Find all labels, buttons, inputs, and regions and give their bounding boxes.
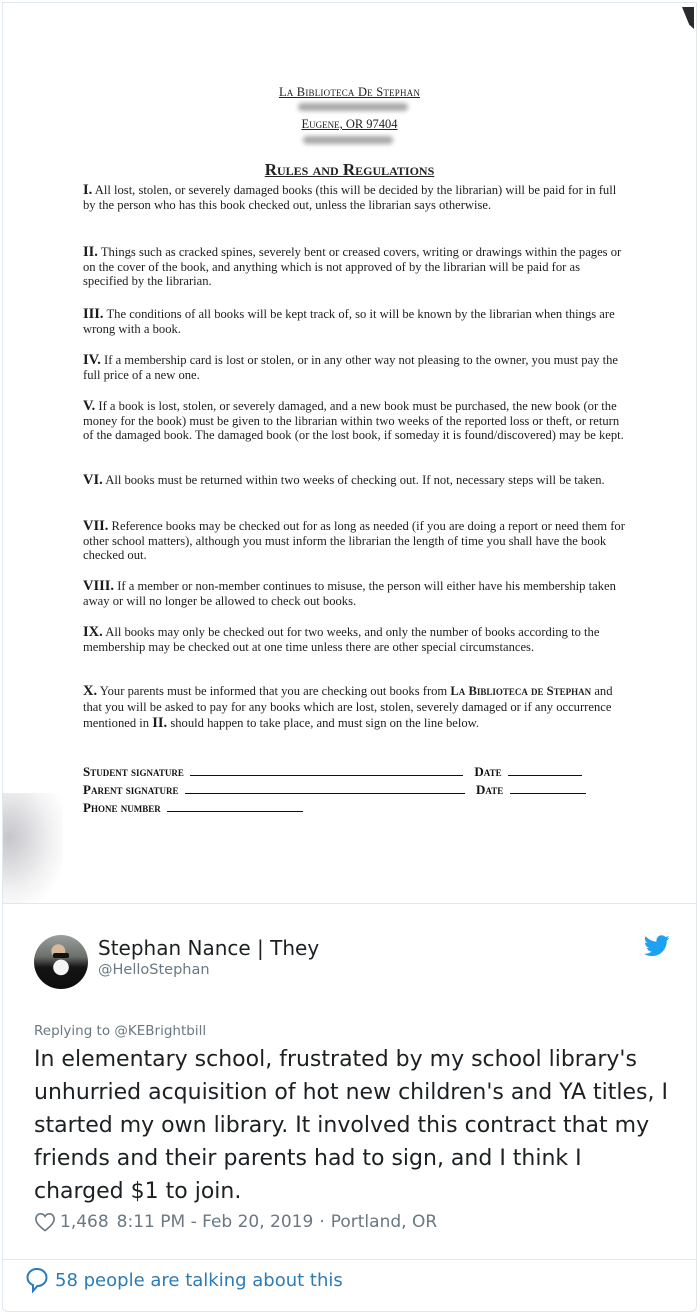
parent-signature-row <box>83 782 586 798</box>
heart-icon[interactable] <box>34 1212 56 1232</box>
rule-number: IX. <box>83 624 103 640</box>
rule-8 <box>83 579 628 608</box>
student-date-label: Date <box>474 764 502 779</box>
like-count[interactable]: 1,468 <box>60 1212 109 1232</box>
tweet-text: In elementary school, frustrated by my school library's unhurried acquisition of hot new children's and YA titles, I started my own library. It involved this contract that my friends and their parents had to sign, and I think I charged $1 to join. <box>34 1047 668 1204</box>
speech-bubble-icon <box>25 1267 49 1293</box>
rule-number: X. <box>83 683 98 699</box>
rule-text: All books must be returned within two weeks of checking out. If not, necessary steps will be taken. <box>105 473 605 487</box>
rule-text: All lost, stolen, or severely damaged books (this will be decided by the librarian) will be paid for in full by the person who has this book checked out, unless the librarian says otherwise. <box>83 183 617 212</box>
rule-7 <box>83 519 628 563</box>
rule-text: Reference books may be checked out for as long as needed (if you are doing a report or need them for other school matters), although you must inform the librarian the length of time you shall have the book checked out. <box>83 519 625 563</box>
rule-text: If a membership card is lost or stolen, or in any other way not pleasing to the owner, you must pay the full price of a new one. <box>83 353 619 382</box>
parent-signature-line <box>185 783 465 794</box>
library-city: Eugene, OR 97404 <box>301 117 398 131</box>
rule-text: Things such as cracked spines, severely bent or creased covers, writing or drawings within the pages or on the cover of the book, and anything which is not approved of by the librarian will be paid for as specified by the librarian. <box>83 245 622 289</box>
rule-text: All books may only be checked out for two weeks, and only the number of books according to the membership may be checked out at one time unless there are other special circumstances. <box>83 625 600 654</box>
tweet-location[interactable]: Portland, OR <box>330 1212 438 1232</box>
tweet-timestamp[interactable]: 8:11 PM - Feb 20, 2019 <box>116 1212 314 1232</box>
parent-date-line <box>510 783 586 794</box>
rule-text: If a book is lost, stolen, or severely damaged, and a new book must be purchased, the new book (or the money for the book) must be given to the librarian within two weeks of the reported loss or theft, or return of the damaged book. The damaged book (or the lost book, if someday it is found/discovered) may be kept. <box>83 399 624 443</box>
rule-number: IV. <box>83 352 101 368</box>
redacted-phone-line <box>303 136 393 144</box>
avatar[interactable] <box>34 935 88 989</box>
avatar-sunglasses <box>53 953 69 958</box>
parent-date-label: Date <box>476 782 504 797</box>
replying-to-handle-link[interactable]: @KEBrightbill <box>114 1023 207 1039</box>
tweet-card <box>2 904 697 1312</box>
twitter-bird-icon[interactable] <box>644 935 670 957</box>
tweet-divider <box>3 1259 696 1260</box>
rule-1 <box>83 183 628 212</box>
rule-number: III. <box>83 306 104 322</box>
rule-number: I. <box>83 182 93 198</box>
library-name-reference: La Biblioteca de Stephan <box>450 684 592 698</box>
student-signature-label: Student signature <box>83 764 184 779</box>
rule-4 <box>83 353 628 382</box>
phone-number-line <box>167 801 303 812</box>
replying-to <box>34 1023 206 1039</box>
rule-number: VIII. <box>83 578 115 594</box>
contract-document-image <box>2 2 697 904</box>
rule-number: VI. <box>83 472 103 488</box>
phone-number-label: Phone number <box>83 800 161 815</box>
tweet-meta <box>34 1212 437 1232</box>
student-signature-row <box>83 764 582 780</box>
rule-number: II. <box>83 244 98 260</box>
rule-5 <box>83 399 628 443</box>
student-signature-line <box>190 765 463 776</box>
rule-9 <box>83 625 628 654</box>
library-name: La Biblioteca De Stephan <box>278 85 421 99</box>
rule-3 <box>83 307 628 336</box>
scan-smudge <box>3 793 63 904</box>
rule-text: If a member or non-member continues to misuse, the person will either have his membership taken away or will no longer be allowed to check out books. <box>83 579 616 608</box>
replying-to-label: Replying to <box>34 1023 111 1039</box>
rule-text: should happen to take place, and must sign on the line below. <box>170 716 480 730</box>
phone-number-row <box>83 800 303 816</box>
conversation-link[interactable] <box>25 1267 343 1293</box>
rule-text: and that you will be asked to pay for any books which are lost, stolen, severely damaged or if any occurrence mentioned in <box>83 684 613 730</box>
rule-number: V. <box>83 398 96 414</box>
author-handle[interactable]: @HelloStephan <box>98 962 210 978</box>
rule-reference: II. <box>152 715 168 731</box>
parent-signature-label: Parent signature <box>83 782 179 797</box>
rule-number: VII. <box>83 518 109 534</box>
author-name[interactable]: Stephan Nance | They <box>98 936 320 960</box>
meta-separator: · <box>319 1212 325 1232</box>
rule-2 <box>83 245 628 289</box>
talking-about-label: 58 people are talking about this <box>55 1269 343 1291</box>
rule-10 <box>83 683 628 731</box>
scan-corner-shadow <box>682 7 694 29</box>
student-date-line <box>508 765 582 776</box>
rule-text: The conditions of all books will be kept track of, so it will be known by the librarian when things are wrong with a book. <box>83 307 615 336</box>
redacted-address-line <box>298 103 408 111</box>
rule-text: Your parents must be informed that you are checking out books from <box>99 684 448 698</box>
rule-6 <box>83 473 628 488</box>
document-title: Rules and Regulations <box>264 160 435 179</box>
